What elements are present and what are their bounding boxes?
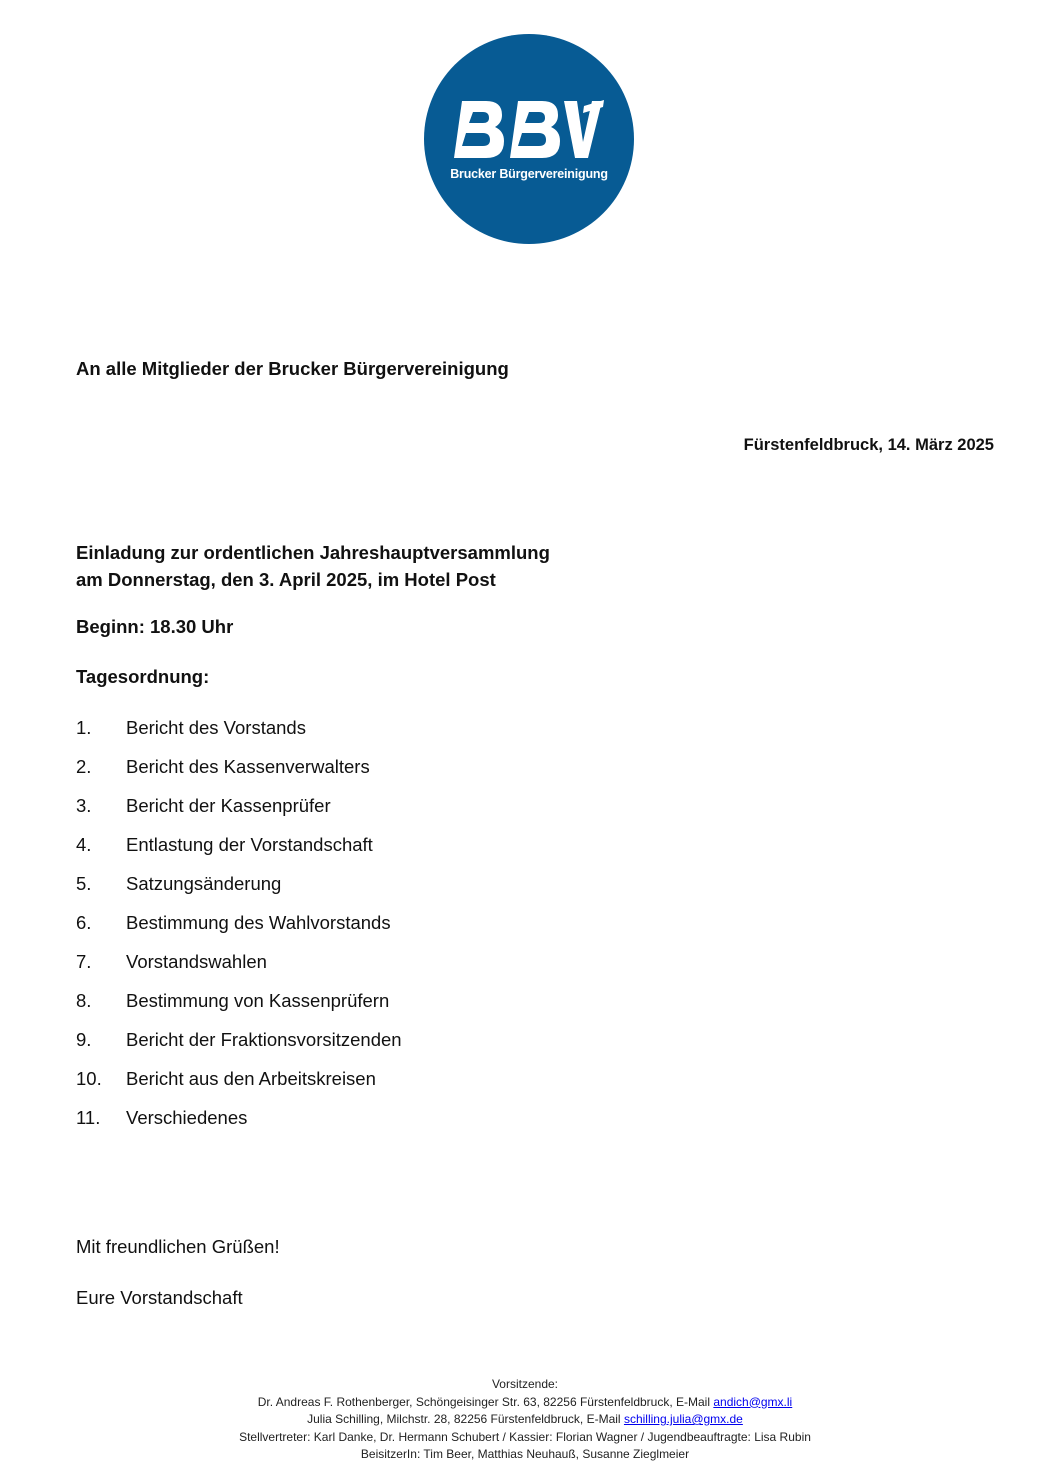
agenda-item xyxy=(76,1028,402,1067)
agenda-item xyxy=(76,794,402,833)
agenda-item-text: Bericht der Fraktionsvorsitzenden xyxy=(126,1029,402,1050)
agenda-item-text: Bericht des Kassenverwalters xyxy=(126,756,370,777)
sign-off: Eure Vorstandschaft xyxy=(76,1287,243,1308)
footer xyxy=(0,1376,1050,1464)
bbv-logo xyxy=(424,34,634,244)
footer-chair-1 xyxy=(0,1394,1050,1412)
agenda-item-text: Bericht der Kassenprüfer xyxy=(126,795,331,816)
start-time: Beginn: 18.30 Uhr xyxy=(76,616,234,637)
invitation-line-1: Einladung zur ordentlichen Jahreshauptversammlung xyxy=(76,542,550,563)
agenda-item-number: 11. xyxy=(76,1107,101,1128)
agenda-item-number: 1. xyxy=(76,717,92,738)
agenda-item-text: Verschiedenes xyxy=(126,1107,248,1128)
footer-chair-2-text: Julia Schilling, Milchstr. 28, 82256 Fürstenfeldbruck, E-Mail xyxy=(307,1412,621,1426)
bbv-logo-letters xyxy=(424,34,634,244)
chair-1-email-link[interactable]: andich@gmx.li xyxy=(713,1394,793,1409)
agenda-item xyxy=(76,872,402,911)
agenda-list xyxy=(76,716,402,1145)
agenda-item xyxy=(76,755,402,794)
agenda-item xyxy=(76,989,402,1028)
agenda-item xyxy=(76,950,402,989)
greeting: Mit freundlichen Grüßen! xyxy=(76,1236,280,1257)
agenda-heading: Tagesordnung: xyxy=(76,666,210,687)
invitation-heading xyxy=(76,539,550,593)
agenda-item-text: Bericht des Vorstands xyxy=(126,717,306,738)
agenda-item-text: Bestimmung von Kassenprüfern xyxy=(126,990,390,1011)
agenda-item-number: 3. xyxy=(76,795,92,816)
agenda-item-number: 5. xyxy=(76,873,92,894)
agenda-item xyxy=(76,833,402,872)
agenda-item-number: 7. xyxy=(76,951,92,972)
agenda-item-number: 6. xyxy=(76,912,92,933)
footer-chair-1-text: Dr. Andreas F. Rothenberger, Schöngeisinger Str. 63, 82256 Fürstenfeldbruck, E-Mail xyxy=(257,1394,710,1409)
agenda-item-number: 9. xyxy=(76,1029,92,1050)
chair-2-email-link[interactable]: schilling.julia@gmx.de xyxy=(623,1412,743,1426)
agenda-item xyxy=(76,911,402,950)
agenda-item-number: 4. xyxy=(76,834,92,855)
agenda-item xyxy=(76,1106,402,1145)
agenda-item-text: Vorstandswahlen xyxy=(126,951,267,972)
agenda-item-text: Bestimmung des Wahlvorstands xyxy=(126,912,391,933)
agenda-item xyxy=(76,1067,402,1106)
agenda-item xyxy=(76,716,402,755)
agenda-item-number: 2. xyxy=(76,756,92,777)
addressee: An alle Mitglieder der Brucker Bürgervereinigung xyxy=(76,358,509,379)
footer-heading: Vorsitzende: xyxy=(491,1377,559,1391)
agenda-item-number: 10. xyxy=(76,1068,102,1089)
agenda-item-text: Entlastung der Vorstandschaft xyxy=(126,834,373,855)
footer-chair-2 xyxy=(0,1411,1050,1429)
footer-board: BeisitzerIn: Tim Beer, Matthias Neuhauß, Susanne Zieglmeier xyxy=(360,1447,690,1461)
invitation-line-2: am Donnerstag, den 3. April 2025, im Hotel Post xyxy=(76,569,496,590)
agenda-item-number: 8. xyxy=(76,990,92,1011)
place-date: Fürstenfeldbruck, 14. März 2025 xyxy=(743,436,994,454)
footer-deputies: Stellvertreter: Karl Danke, Dr. Hermann Schubert / Kassier: Florian Wagner / Jugendbeauftragte: Lisa Rubin xyxy=(239,1429,811,1444)
agenda-item-text: Bericht aus den Arbeitskreisen xyxy=(126,1068,376,1089)
logo-subtitle: Brucker Bürgervereinigung xyxy=(450,167,608,181)
agenda-item-text: Satzungsänderung xyxy=(126,873,282,894)
